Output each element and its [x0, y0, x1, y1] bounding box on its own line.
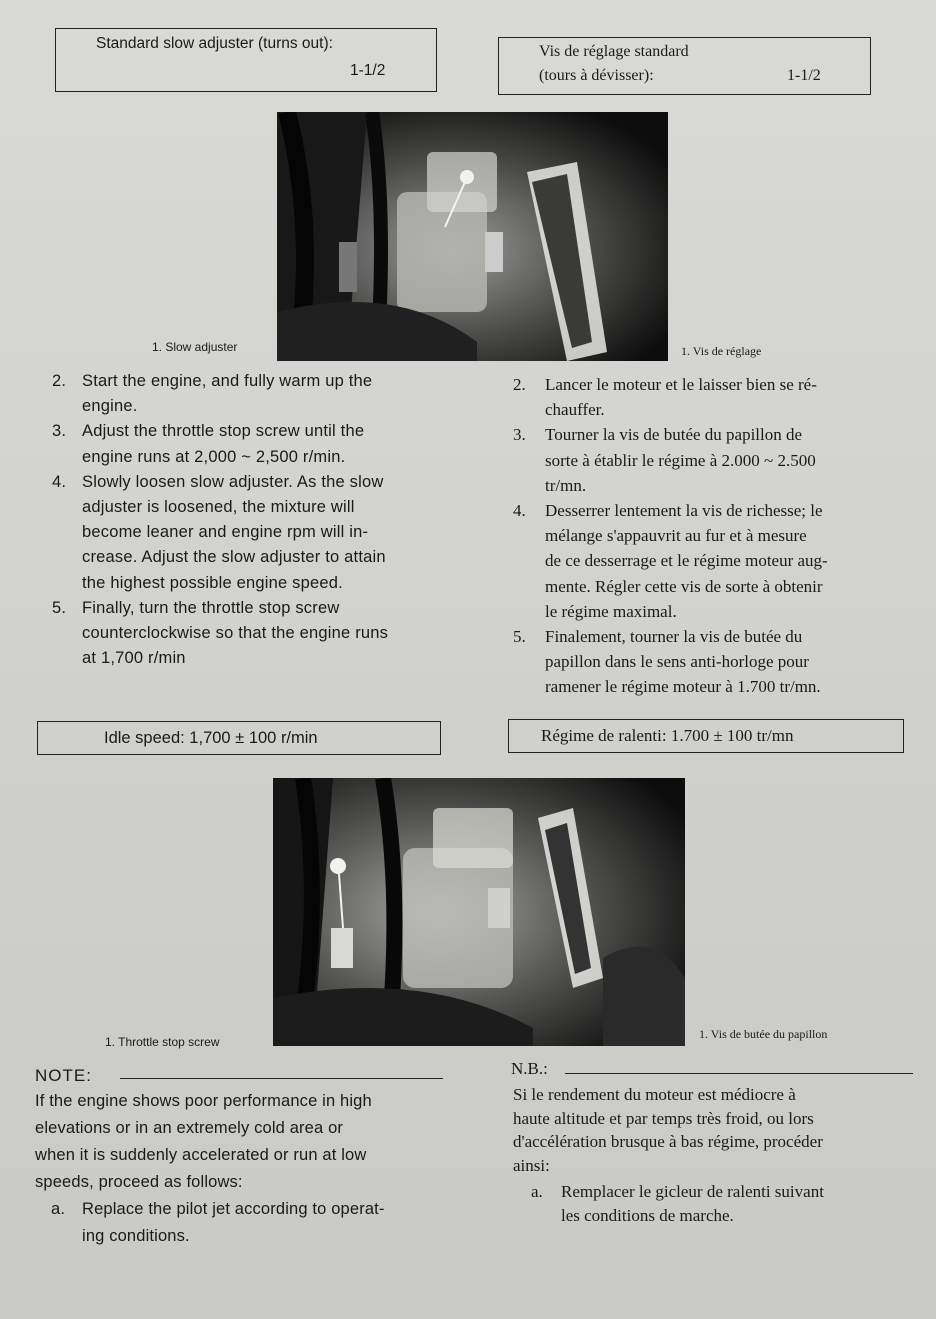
fr-steps [513, 372, 923, 700]
fr-note-item-line: Remplacer le gicleur de ralenti suivant [561, 1182, 824, 1201]
en-step-number: 4. [52, 472, 67, 491]
en-step-3 [52, 419, 452, 469]
fr-step-line: ramener le régime moteur à 1.700 tr/mn. [545, 677, 821, 697]
fr-spec-label-1: Vis de réglage standard [539, 43, 689, 60]
en-note-line: If the engine shows poor performance in high [35, 1092, 372, 1110]
en-step-number: 3. [52, 422, 67, 441]
fr-step-line: tr/mn. [545, 475, 587, 495]
fr-step-line: chauffer. [545, 400, 605, 420]
en-spec-box [55, 28, 437, 92]
en-step-line: Start the engine, and fully warm up the [82, 372, 373, 390]
en-spec-value: 1-1/2 [350, 62, 386, 79]
fr-step-2 [513, 372, 923, 422]
fr-step-line: Lancer le moteur et le laisser bien se ré- [545, 375, 817, 394]
fr-note-line: Si le rendement du moteur est médiocre à [513, 1085, 796, 1104]
en-note-item-line: ing conditions. [82, 1227, 190, 1245]
en-step-number: 5. [52, 598, 67, 617]
en-step-line: at 1,700 r/min [82, 649, 186, 668]
fr-step-line: de ce desserrage et le régime moteur aug- [545, 551, 828, 571]
fr-spec-box [498, 37, 871, 95]
fr-note-heading: N.B.: [511, 1059, 548, 1078]
en-spec-label: Standard slow adjuster (turns out): [96, 35, 333, 52]
carburetor-illustration [273, 778, 685, 1046]
fr-step-number: 4. [513, 501, 526, 521]
fr-spec-value: 1-1/2 [787, 67, 821, 84]
en-step-line: counterclockwise so that the engine runs [82, 624, 389, 643]
en-note-item-line: Replace the pilot jet according to operat- [82, 1200, 385, 1218]
en-photo2-caption: 1. Throttle stop screw [105, 1035, 220, 1049]
en-step-4 [52, 470, 452, 596]
en-idle-speed-text: Idle speed: 1,700 ± 100 r/min [104, 729, 318, 747]
fr-note-line: haute altitude et par temps très froid, ou lors [513, 1108, 814, 1128]
en-steps [52, 369, 452, 671]
en-step-number: 2. [52, 372, 67, 390]
en-note-line: when it is suddenly accelerated or run at low [35, 1146, 367, 1164]
en-step-2 [52, 369, 452, 419]
en-step-line: the highest possible engine speed. [82, 573, 343, 592]
fr-step-line: Finalement, tourner la vis de butée du [545, 627, 803, 647]
fr-note-item-line: les conditions de marche. [561, 1205, 734, 1225]
fr-note-line: d'accélération brusque à bas régime, procéder [513, 1132, 823, 1151]
fr-idle-speed-text: Régime de ralenti: 1.700 ± 100 tr/mn [541, 726, 794, 745]
fr-step-4 [513, 498, 923, 624]
en-step-5 [52, 596, 452, 672]
throttle-stop-screw-photo [273, 778, 685, 1046]
en-note-line: speeds, proceed as follows: [35, 1173, 243, 1191]
fr-step-3 [513, 422, 923, 498]
en-note-rule [120, 1078, 443, 1079]
en-step-line: adjuster is loosened, the mixture will [82, 498, 355, 517]
en-note-heading: NOTE: [35, 1066, 92, 1085]
en-photo1-caption: 1. Slow adjuster [152, 340, 238, 354]
fr-step-number: 3. [513, 425, 526, 445]
en-idle-speed-box [37, 721, 441, 755]
fr-step-line: papillon dans le sens anti-horloge pour [545, 652, 809, 672]
fr-spec-label-2: (tours à dévisser): [539, 67, 654, 84]
fr-photo2-caption: 1. Vis de butée du papillon [699, 1027, 828, 1041]
fr-step-line: mélange s'appauvrit au fur et à mesure [545, 526, 807, 546]
fr-idle-speed-box [508, 719, 904, 753]
fr-note-item [531, 1180, 928, 1227]
en-step-line: engine runs at 2,000 ~ 2,500 r/min. [82, 447, 346, 466]
slow-adjuster-photo [277, 112, 668, 361]
en-step-line: Slowly loosen slow adjuster. As the slow [82, 472, 384, 491]
fr-step-line: sorte à établir le régime à 2.000 ~ 2.500 [545, 450, 816, 470]
fr-step-line: Desserrer lentement la vis de richesse; le [545, 501, 823, 521]
fr-note-line: ainsi: [513, 1155, 550, 1175]
fr-photo1-caption: 1. Vis de réglage [681, 344, 762, 358]
en-step-line: Adjust the throttle stop screw until the [82, 422, 365, 441]
en-note-line: elevations or in an extremely cold area or [35, 1119, 344, 1137]
en-step-line: Finally, turn the throttle stop screw [82, 598, 340, 617]
en-step-line: engine. [82, 397, 138, 416]
fr-step-line: Tourner la vis de butée du papillon de [545, 425, 803, 445]
fr-step-line: le régime maximal. [545, 601, 677, 621]
en-step-line: crease. Adjust the slow adjuster to attain [82, 548, 386, 567]
fr-step-5 [513, 624, 923, 700]
fr-step-number: 2. [513, 375, 526, 394]
fr-note-body [513, 1083, 928, 1227]
fr-note-rule [565, 1073, 913, 1074]
en-note-item-number: a. [51, 1200, 66, 1218]
en-step-line: become leaner and engine rpm will in- [82, 523, 369, 542]
fr-note-item-number: a. [531, 1182, 543, 1201]
en-note-item [51, 1196, 455, 1250]
fr-step-line: mente. Régler cette vis de sorte à obtenir [545, 576, 823, 596]
en-note-body [35, 1088, 455, 1250]
carburetor-illustration [277, 112, 668, 361]
fr-step-number: 5. [513, 627, 526, 647]
